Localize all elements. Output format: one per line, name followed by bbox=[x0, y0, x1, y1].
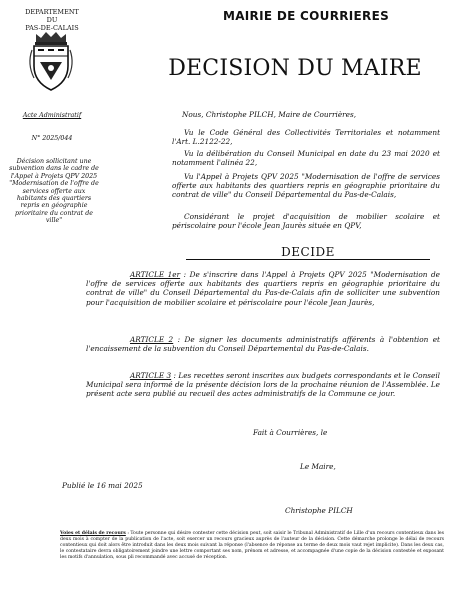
preamble-vu-cgct: Vu le Code Général des Collectivités Territoriales et notamment l'Art. L.2122-22, bbox=[172, 128, 440, 147]
article-label: ARTICLE 3 bbox=[130, 371, 172, 380]
article-2 bbox=[86, 335, 440, 353]
article-label: ARTICLE 1er bbox=[130, 270, 181, 279]
article-text: : De s'inscrire dans l'Appel à Projets QPV 2025 "Modernisation de l'offre de services offerte aux habitants des quartiers repris en géographie prioritaire du contrat de ville" du Conseil Départemental du Pas-de-Calais afin de solliciter une subvention pour l'acquisition de mobilier scolaire et périscolaire pour l'école Jean Jaurès, bbox=[86, 270, 440, 307]
department-line: PAS-DE-CALAIS bbox=[25, 24, 79, 32]
preamble-considerant: Considérant le projet d'acquisition de mobilier scolaire et périscolaire pour l'école Jean Jaurès située en QPV, bbox=[172, 212, 440, 231]
article-label: ARTICLE 2 bbox=[130, 335, 174, 344]
voies-label: Voies et délais de recours bbox=[60, 531, 126, 536]
voies-de-recours bbox=[60, 531, 444, 561]
preamble-vu-appel-projets: Vu l'Appel à Projets QPV 2025 "Modernisation de l'offre de services offerte aux habitants des quartiers repris en géographie prioritaire du contrat de ville" du Conseil Départemental du Pas-de-Calais, bbox=[172, 172, 440, 200]
acte-number: N° 2025/044 bbox=[31, 135, 73, 142]
fait-a-line: Fait à Courrières, le bbox=[253, 428, 328, 437]
article-1 bbox=[86, 270, 440, 307]
article-3 bbox=[86, 371, 440, 399]
article-text: : De signer les documents administratifs afférents à l'obtention et l'encaissement de la subvention du Conseil Départemental du Pas-de-Calais. bbox=[86, 335, 440, 354]
le-maire-line: Le Maire, bbox=[300, 462, 336, 471]
mairie-heading: MAIRIE DE COURRIERES bbox=[222, 9, 390, 23]
voies-text: : Toute personne qui désire contester cette décision peut, soit saisir le Tribunal Administratif de Lille d'un recours contentieux dans les deux mois à compter de la publication de l'acte, soit exercer un recours gracieux auprès de l'auteur de la décision. Cette démarche prolonge le délai de recours contentieux qui doit alors être introduit dans les deux mois suivant la réponse (l'absence de réponse au terme de deux mois vaut rejet implicite). Dans les deux cas, le contestataire devra obligatoirement joindre une lettre comportant ses nom, prénom et adresse, et accompagnée d'une copie de la décision contestée et exposant les motifs d'annulation, sous pli recommandé avec accusé de réception. bbox=[60, 531, 444, 560]
article-text: : Les recettes seront inscrites aux budgets correspondants et le Conseil Municipal sera informé de la présente décision lors de la prochaine réunion de l'Assemblée. Le présent acte sera publié au recueil des actes administratifs de la Commune ce jour. bbox=[86, 371, 440, 399]
acte-label-text: Acte Administratif bbox=[22, 112, 82, 119]
acte-label bbox=[8, 112, 96, 120]
publication-date: Publié le 16 mai 2025 bbox=[62, 481, 143, 490]
coat-of-arms-icon bbox=[26, 30, 76, 92]
department-line: DEPARTEMENT bbox=[25, 8, 79, 16]
preamble-vu-deliberation: Vu la délibération du Conseil Municipal en date du 23 mai 2020 et notamment l'alinéa 22, bbox=[172, 149, 440, 168]
signatory-name: Christophe PILCH bbox=[285, 506, 353, 515]
department-line: DU bbox=[46, 16, 58, 24]
decide-heading: DECIDE bbox=[186, 245, 430, 260]
page-title: DECISION DU MAIRE bbox=[168, 56, 422, 81]
decision-summary: Décision sollicitant une subvention dans le cadre de l'Appel à Projets QPV 2025 "Modernisation de l'offre de services offerte aux habitants des quartiers repris en géographie prioritaire du contrat de ville" bbox=[9, 158, 99, 225]
preamble-nous: Nous, Christophe PILCH, Maire de Courrières, bbox=[182, 110, 357, 119]
department-header bbox=[8, 8, 96, 32]
